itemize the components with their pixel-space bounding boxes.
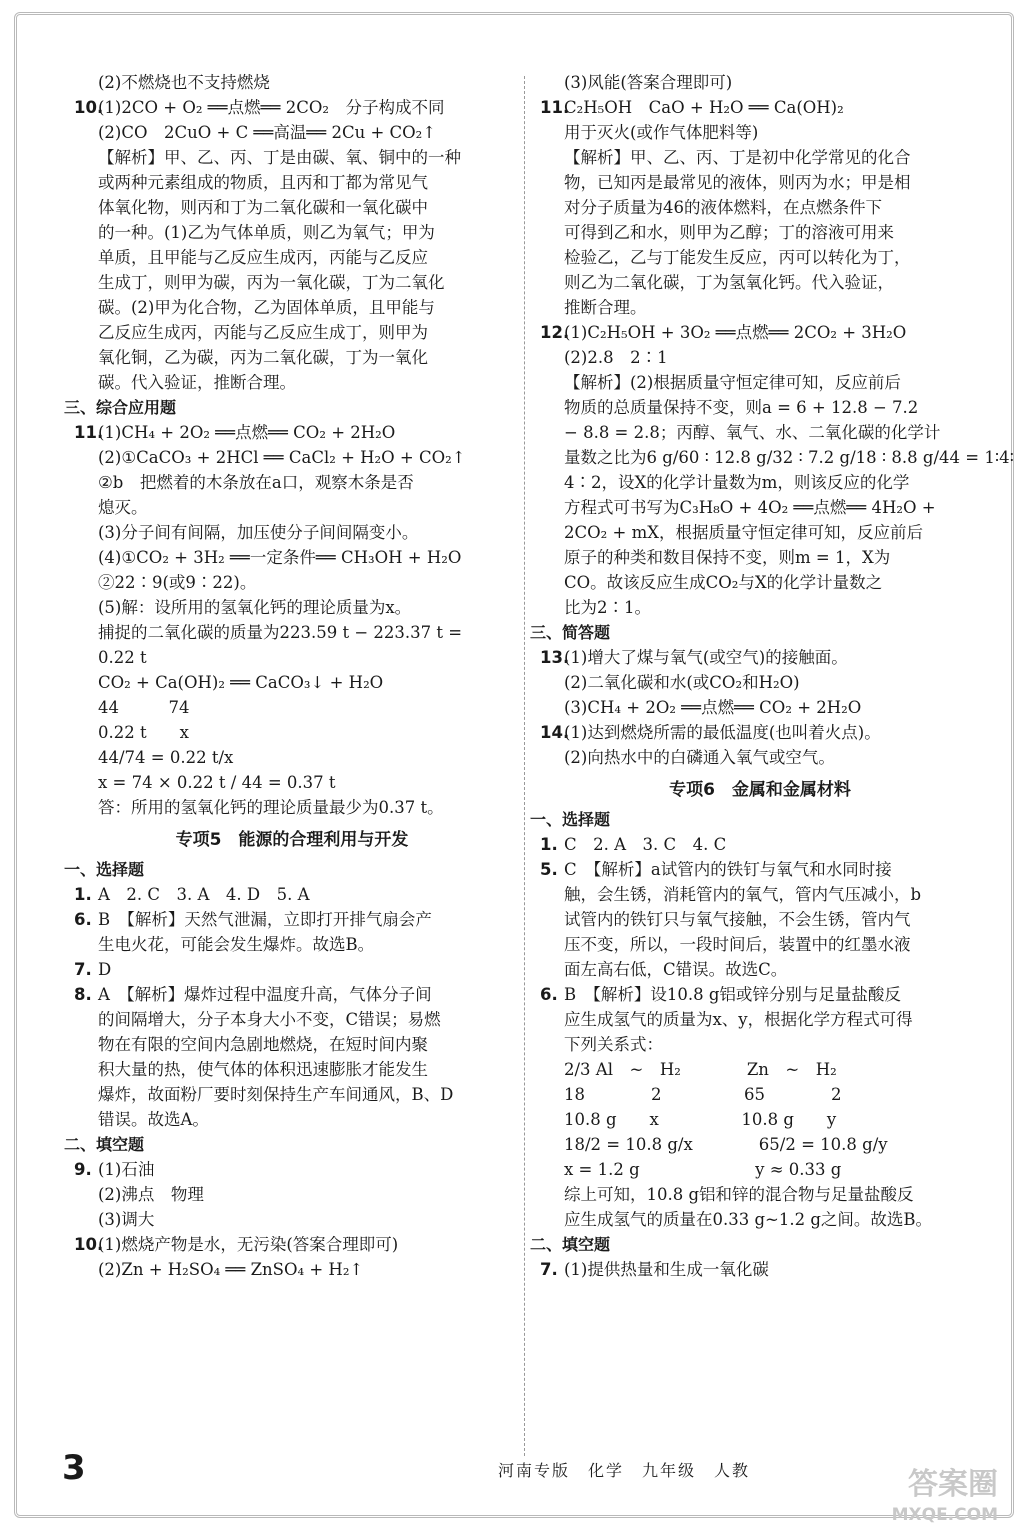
question-number: 1.: [74, 885, 92, 904]
answer-line: [76, 645, 508, 670]
answer-text: 4∶2，设X的化学计量数为m，则该反应的化学: [564, 473, 910, 492]
answer-text: 10.8 g x 10.8 g y: [564, 1110, 837, 1129]
answer-line: [76, 95, 508, 120]
answer-line: [76, 445, 508, 470]
question-number: 8.: [74, 985, 92, 1004]
answer-line: [76, 595, 508, 620]
answer-text: (1)C₂H₅OH + 3O₂ ══点燃══ 2CO₂ + 3H₂O: [564, 323, 907, 342]
answer-text: (1)2CO + O₂ ══点燃══ 2CO₂ 分子构成不同: [98, 98, 445, 117]
answer-text: (2)CO 2CuO + C ══高温══ 2Cu + CO₂↑: [98, 123, 437, 142]
section-heading: 二、填空题: [530, 1235, 611, 1254]
question-number: 5.: [540, 860, 558, 879]
answer-line: [542, 295, 978, 320]
answer-text: B 【解析】设10.8 g铝或锌分别与足量盐酸反: [564, 985, 901, 1004]
answer-text: C 【解析】a试管内的铁钉与氧气和水同时接: [564, 860, 892, 879]
answer-text: 氧化铜，乙为碳，丙为二氧化碳，丁为一氧化: [98, 348, 428, 367]
question-number: 10.: [74, 1235, 104, 1254]
question-number: 11.: [540, 98, 570, 117]
answer-text: 物在有限的空间内急剧地燃烧，在短时间内聚: [98, 1035, 428, 1054]
answer-line: [542, 745, 978, 770]
answer-text: 下列关系式：: [564, 1035, 663, 1054]
section-heading: 三、简答题: [530, 623, 611, 642]
answer-line: [542, 570, 978, 595]
answer-text: CO₂ + Ca(OH)₂ ══ CaCO₃↓ + H₂O: [98, 673, 384, 692]
answer-text: 原子的种类和数目保持不变，则m = 1，X为: [564, 548, 891, 567]
answer-text: 可得到乙和水，则甲为乙醇；丁的溶液可用来: [564, 223, 894, 242]
answer-line: [76, 1232, 508, 1257]
answer-line: [542, 670, 978, 695]
answer-line: [542, 1157, 978, 1182]
section-heading: 二、填空题: [64, 1135, 145, 1154]
answer-line: [76, 1032, 508, 1057]
answer-text: 18/2 = 10.8 g/x 65/2 = 10.8 g/y: [564, 1135, 888, 1154]
question-number: 10.: [74, 98, 104, 117]
answer-line: [76, 320, 508, 345]
answer-text: (3)风能(答案合理即可): [564, 73, 733, 92]
answer-line: [76, 720, 508, 745]
answer-line: [76, 145, 508, 170]
answer-text: 对分子质量为46的液体燃料，在点燃条件下: [564, 198, 882, 217]
answer-text: 单质，且甲能与乙反应生成丙，丙能与乙反应: [98, 248, 428, 267]
answer-line: [76, 982, 508, 1007]
answer-text: 或两种元素组成的物质，且丙和丁都为常见气: [98, 173, 428, 192]
answer-line: [76, 1082, 508, 1107]
answer-text: 的一种。(1)乙为气体单质，则乙为氧气；甲为: [98, 223, 435, 242]
answer-text: 捕捉的二氧化碳的质量为223.59 t − 223.37 t =: [98, 623, 463, 642]
question-number: 9.: [74, 1160, 92, 1179]
answer-line: [542, 882, 978, 907]
answer-text: − 8.8 = 2.8；丙醇、氧气、水、二氧化碳的化学计: [564, 423, 941, 442]
section-title: 专项6 金属和金属材料: [669, 780, 851, 800]
answer-line: [76, 520, 508, 545]
answer-line: [542, 545, 978, 570]
answer-line: [76, 1157, 508, 1182]
question-number: 12.: [540, 323, 570, 342]
answer-text: 面左高右低，C错误。故选C。: [564, 960, 788, 979]
footer-meta: 河南专版 化学 九年级 人教: [498, 1461, 751, 1480]
answer-text: 【解析】甲、乙、丙、丁是由碳、氧、铜中的一种: [98, 148, 461, 167]
answer-text: (2)2.8 2∶1: [564, 348, 668, 367]
answer-line: [76, 770, 508, 795]
answer-text: (1)达到燃烧所需的最低温度(也叫着火点)。: [564, 723, 881, 742]
answer-line: [542, 470, 978, 495]
answer-line: [542, 957, 978, 982]
answer-line: [76, 695, 508, 720]
answer-text: 0.22 t: [98, 648, 147, 667]
question-number: 1.: [540, 835, 558, 854]
answer-line: [542, 170, 978, 195]
answer-line: [542, 495, 978, 520]
answer-text: 积大量的热，使气体的体积迅速膨胀才能发生: [98, 1060, 428, 1079]
answer-text: 18 2 65 2: [564, 1085, 842, 1104]
answer-text: C₂H₅OH CaO + H₂O ══ Ca(OH)₂: [564, 98, 844, 117]
question-number: 6.: [540, 985, 558, 1004]
answer-text: C 2. A 3. C 4. C: [564, 835, 727, 854]
answer-text: 爆炸，故面粉厂要时刻保持生产车间通风，B、D: [98, 1085, 454, 1104]
answer-line: [542, 345, 978, 370]
answer-text: (2)二氧化碳和水(或CO₂和H₂O): [564, 673, 800, 692]
answer-text: 体氧化物，则丙和丁为二氧化碳和一氧化碳中: [98, 198, 428, 217]
question-number: 7.: [74, 960, 92, 979]
answer-text: 用于灭火(或作气体肥料等): [564, 123, 759, 142]
column-divider: [524, 76, 525, 1456]
answer-line: [542, 932, 978, 957]
answer-text: (2)向热水中的白磷通入氧气或空气。: [564, 748, 835, 767]
answer-line: [76, 1107, 508, 1132]
answer-text: 触，会生锈，消耗管内的氧气，管内气压减小，b: [564, 885, 922, 904]
left-column: [64, 70, 508, 1282]
answer-line: [76, 1257, 508, 1282]
answer-line: [542, 1132, 978, 1157]
answer-line: [76, 170, 508, 195]
answer-text: 物质的总质量保持不变，则a = 6 + 12.8 − 7.2: [564, 398, 919, 417]
answer-line: [76, 345, 508, 370]
answer-line: [76, 957, 508, 982]
answer-line: [542, 645, 978, 670]
answer-text: x = 1.2 g y ≈ 0.33 g: [564, 1160, 842, 1179]
answer-line: [542, 907, 978, 932]
section-heading: 三、综合应用题: [64, 398, 177, 417]
answer-line: [76, 120, 508, 145]
answer-line: [76, 745, 508, 770]
answer-line: [76, 545, 508, 570]
answer-line: [542, 1082, 978, 1107]
answer-text: 方程式可书写为C₃H₈O + 4O₂ ══点燃══ 4H₂O +: [564, 498, 936, 517]
answer-text: 【解析】甲、乙、丙、丁是初中化学常见的化合: [564, 148, 911, 167]
answer-text: 错误。故选A。: [98, 1110, 209, 1129]
answer-text: 检验乙，乙与丁能发生反应，丙可以转化为丁，: [564, 248, 911, 267]
answer-line: [542, 70, 978, 95]
answer-text: (3)CH₄ + 2O₂ ══点燃══ CO₂ + 2H₂O: [564, 698, 862, 717]
answer-line: [76, 245, 508, 270]
answer-text: 2/3 Al ~ H₂ Zn ~ H₂: [564, 1060, 837, 1079]
answer-line: [542, 195, 978, 220]
answer-line: [542, 857, 978, 882]
answer-line: [76, 1207, 508, 1232]
answer-text: (2)①CaCO₃ + 2HCl ══ CaCl₂ + H₂O + CO₂↑: [98, 448, 466, 467]
answer-line: [542, 1182, 978, 1207]
answer-text: 【解析】(2)根据质量守恒定律可知，反应前后: [564, 373, 901, 392]
answer-line: [76, 1057, 508, 1082]
answer-text: D: [98, 960, 112, 979]
answer-text: (2)Zn + H₂SO₄ ══ ZnSO₄ + H₂↑: [98, 1260, 364, 1279]
answer-text: 比为2∶1。: [564, 598, 651, 617]
answer-line: [542, 1032, 978, 1057]
answer-line: [542, 1107, 978, 1132]
answer-line: [542, 145, 978, 170]
answer-text: 碳。(2)甲为化合物，乙为固体单质，且甲能与: [98, 298, 435, 317]
section-heading: 一、选择题: [64, 860, 145, 879]
answer-line: [76, 1007, 508, 1032]
answer-line: [542, 95, 978, 120]
answer-line: [542, 370, 978, 395]
answer-text: (1)燃烧产物是水，无污染(答案合理即可): [98, 1235, 399, 1254]
answer-line: [76, 220, 508, 245]
answer-line: [542, 395, 978, 420]
section-heading: 一、选择题: [530, 810, 611, 829]
watermark-url: MXQE.COM: [891, 1505, 998, 1525]
answer-text: 试管内的铁钉只与氧气接触，不会生锈，管内气: [564, 910, 911, 929]
answer-text: (1)石油: [98, 1160, 155, 1179]
watermark-logo: [891, 1467, 998, 1530]
answer-line: [542, 270, 978, 295]
answer-text: ②22∶9(或9∶22)。: [98, 573, 257, 592]
answer-line: [542, 1207, 978, 1232]
answer-line: [542, 1007, 978, 1032]
answer-line: [76, 670, 508, 695]
answer-text: 的间隔增大，分子本身大小不变，C错误；易燃: [98, 1010, 441, 1029]
question-number: 11.: [74, 423, 104, 442]
answer-text: 量数之比为6 g/60 ∶ 12.8 g/32 ∶ 7.2 g/18 ∶ 8.8 g/44 = 1∶4∶: [564, 448, 1014, 467]
answer-line: [542, 595, 978, 620]
answer-text: (3)调大: [98, 1210, 155, 1229]
answer-line: [76, 620, 508, 645]
answer-line: [76, 70, 508, 95]
answer-line: [542, 445, 1014, 470]
answer-line: [76, 470, 508, 495]
answer-text: (2)不燃烧也不支持燃烧: [98, 73, 270, 92]
answer-line: [542, 520, 978, 545]
answer-text: 应生成氢气的质量在0.33 g~1.2 g之间。故选B。: [564, 1210, 933, 1229]
answer-line: [542, 982, 978, 1007]
answer-line: [542, 1257, 978, 1282]
answer-text: ②b 把燃着的木条放在a口，观察木条是否: [98, 473, 414, 492]
page-footer: [0, 1448, 1022, 1488]
answer-text: 44 74: [98, 698, 190, 717]
answer-text: 综上可知，10.8 g铝和锌的混合物与足量盐酸反: [564, 1185, 914, 1204]
answer-line: [542, 832, 978, 857]
answer-text: 熄灭。: [98, 498, 148, 517]
answer-text: 生电火花，可能会发生爆炸。故选B。: [98, 935, 375, 954]
answer-text: x = 74 × 0.22 t / 44 = 0.37 t: [98, 773, 336, 792]
answer-line: [542, 1057, 978, 1082]
answer-text: (3)分子间有间隔，加压使分子间间隔变小。: [98, 523, 419, 542]
answer-line: [76, 932, 508, 957]
answer-line: [542, 695, 978, 720]
section-title: 专项5 能源的合理利用与开发: [175, 830, 409, 850]
answer-text: A 2. C 3. A 4. D 5. A: [98, 885, 310, 904]
answer-text: 答：所用的氢氧化钙的理论质量最少为0.37 t。: [98, 798, 444, 817]
answer-text: (4)①CO₂ + 3H₂ ══一定条件══ CH₃OH + H₂O: [98, 548, 462, 567]
answer-text: 2CO₂ + mX，根据质量守恒定律可知，反应前后: [564, 523, 923, 542]
question-number: 13.: [540, 648, 570, 667]
answer-line: [542, 720, 978, 745]
page-number: 3: [62, 1448, 86, 1488]
answer-line: [76, 270, 508, 295]
answer-text: (1)增大了煤与氧气(或空气)的接触面。: [564, 648, 848, 667]
answer-text: A 【解析】爆炸过程中温度升高，气体分子间: [98, 985, 432, 1004]
answer-line: [76, 795, 508, 820]
answer-line: [76, 195, 508, 220]
answer-line: [76, 882, 508, 907]
question-number: 6.: [74, 910, 92, 929]
answer-text: B 【解析】天然气泄漏，立即打开排气扇会产: [98, 910, 432, 929]
answer-text: 0.22 t x: [98, 723, 189, 742]
answer-line: [76, 1182, 508, 1207]
question-number: 14.: [540, 723, 570, 742]
answer-line: [76, 495, 508, 520]
answer-text: 生成丁，则甲为碳，丙为一氧化碳，丁为二氧化: [98, 273, 445, 292]
answer-text: 物，已知丙是最常见的液体，则丙为水；甲是相: [564, 173, 911, 192]
answer-text: 44/74 = 0.22 t/x: [98, 748, 234, 767]
answer-line: [76, 295, 508, 320]
answer-line: [76, 420, 508, 445]
answer-text: 压不变，所以，一段时间后，装置中的红墨水液: [564, 935, 911, 954]
watermark-text: 答案圈: [908, 1467, 998, 1502]
answer-text: (5)解：设所用的氢氧化钙的理论质量为x。: [98, 598, 412, 617]
answer-text: (1)提供热量和生成一氧化碳: [564, 1260, 769, 1279]
answer-text: 应生成氢气的质量为x、y，根据化学方程式可得: [564, 1010, 913, 1029]
answer-text: 乙反应生成丙，丙能与乙反应生成丁，则甲为: [98, 323, 428, 342]
answer-text: 推断合理。: [564, 298, 647, 317]
answer-line: [542, 420, 978, 445]
answer-line: [542, 220, 978, 245]
answer-text: (2)沸点 物理: [98, 1185, 204, 1204]
right-column: [530, 70, 1014, 1282]
answer-text: 碳。代入验证，推断合理。: [98, 373, 296, 392]
answer-line: [76, 370, 508, 395]
answer-text: CO。故该反应生成CO₂与X的化学计量数之: [564, 573, 883, 592]
answer-text: (1)CH₄ + 2O₂ ══点燃══ CO₂ + 2H₂O: [98, 423, 396, 442]
answer-line: [542, 320, 978, 345]
answer-line: [76, 570, 508, 595]
answer-line: [76, 907, 508, 932]
answer-text: 则乙为二氧化碳，丁为氢氧化钙。代入验证，: [564, 273, 894, 292]
answer-line: [542, 120, 978, 145]
answer-line: [542, 245, 978, 270]
question-number: 7.: [540, 1260, 558, 1279]
